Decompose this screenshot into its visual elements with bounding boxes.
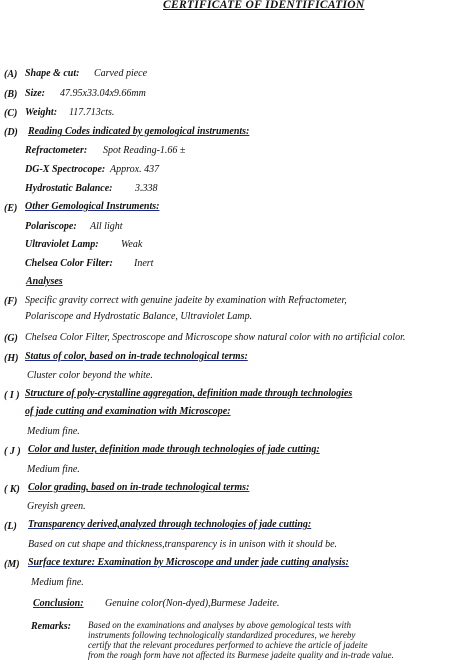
transparency-value: Based on cut shape and thickness,transparency is in unison with it should be. xyxy=(28,539,338,550)
uv-value: Weak xyxy=(121,239,143,250)
surface-value: Medium fine. xyxy=(31,577,84,588)
color-grading-heading: Color grading, based on in-trade technological terms: xyxy=(28,482,250,493)
letter-m: (M) xyxy=(4,559,20,570)
letter-i: ( I ) xyxy=(4,390,20,401)
letter-e: (E) xyxy=(4,203,18,214)
chelsea-label: Chelsea Color Filter: xyxy=(25,258,113,269)
letter-j: ( J ) xyxy=(4,446,21,457)
color-grading-value: Greyish green. xyxy=(27,501,86,512)
letter-k: ( K) xyxy=(4,484,20,495)
remarks-line2: instruments following technologically standardized procedures, we hereby xyxy=(88,630,356,640)
dgx-value: Approx. 437 xyxy=(110,164,160,175)
polariscope-value: All light xyxy=(90,221,123,232)
reading-heading: Reading Codes indicated by gemological instruments: xyxy=(28,126,250,137)
structure-value: Medium fine. xyxy=(27,426,80,437)
letter-a: (A) xyxy=(4,69,18,80)
letter-b: (B) xyxy=(4,89,18,100)
analyses-g-line: Chelsea Color Filter, Spectroscope and Microscope show natural color with no artificial color. xyxy=(25,332,406,343)
color-luster-value: Medium fine. xyxy=(27,464,80,475)
transparency-heading: Transparency derived,analyzed through technologies of jade cutting: xyxy=(28,519,312,530)
polariscope-label: Polariscope: xyxy=(25,221,77,232)
shape-value: Carved piece xyxy=(94,68,148,79)
status-color-value: Cluster color beyond the white. xyxy=(27,370,153,381)
chelsea-value: Inert xyxy=(134,258,154,269)
remarks-line3: certify that the relevant procedures performed to achieve the article of jadeite xyxy=(88,640,368,650)
letter-f: (F) xyxy=(4,296,18,307)
uv-label: Ultraviolet Lamp: xyxy=(25,239,99,250)
hydrostatic-label: Hydrostatic Balance: xyxy=(25,183,113,194)
analyses-f-line2: Polariscope and Hydrostatic Balance, Ultraviolet Lamp. xyxy=(25,311,253,322)
size-label: Size: xyxy=(25,88,45,99)
weight-label: Weight: xyxy=(25,107,58,118)
remarks-label: Remarks: xyxy=(31,621,71,632)
remarks-line1: Based on the examinations and analyses by above gemological tests with xyxy=(88,620,351,630)
conclusion-value: Genuine color(Non-dyed),Burmese Jadeite. xyxy=(105,598,280,609)
dgx-label: DG-X Spectrocope: xyxy=(25,164,106,175)
color-luster-heading: Color and luster, definition made through technologies of jade cutting: xyxy=(28,444,320,455)
letter-h: (H) xyxy=(4,353,19,364)
letter-l: (L) xyxy=(4,521,17,532)
surface-heading: Surface texture: Examination by Microscope and under jade cutting analysis: xyxy=(28,557,349,568)
letter-c: (C) xyxy=(4,108,18,119)
structure-heading-line2: of jade cutting and examination with Microscope: xyxy=(25,406,231,417)
refractometer-label: Refractometer: xyxy=(25,145,88,156)
weight-value: 117.713cts. xyxy=(69,107,115,118)
structure-heading-line1: Structure of poly-crystalline aggregation, definition made through technologies xyxy=(25,388,353,399)
letter-d: (D) xyxy=(4,127,18,138)
refractometer-value: Spot Reading-1.66 ± xyxy=(103,145,186,156)
other-heading: Other Gemological Instruments: xyxy=(25,201,160,212)
status-color-heading: Status of color, based on in-trade technological terms: xyxy=(25,351,248,362)
letter-g: (G) xyxy=(4,333,18,344)
certificate-title: CERTIFICATE OF IDENTIFICATION xyxy=(163,0,365,11)
size-value: 47.95x33.04x9.66mm xyxy=(60,88,146,99)
hydrostatic-value: 3.338 xyxy=(135,183,158,194)
shape-label: Shape & cut: xyxy=(25,68,80,79)
analyses-heading: Analyses xyxy=(26,276,63,287)
analyses-f-line1: Specific gravity correct with genuine jadeite by examination with Refractometer, xyxy=(25,295,347,306)
conclusion-label: Conclusion: xyxy=(33,598,84,609)
remarks-line4: from the rough form have not affected its Burmese jadeite quality and in-trade value. xyxy=(88,650,394,660)
